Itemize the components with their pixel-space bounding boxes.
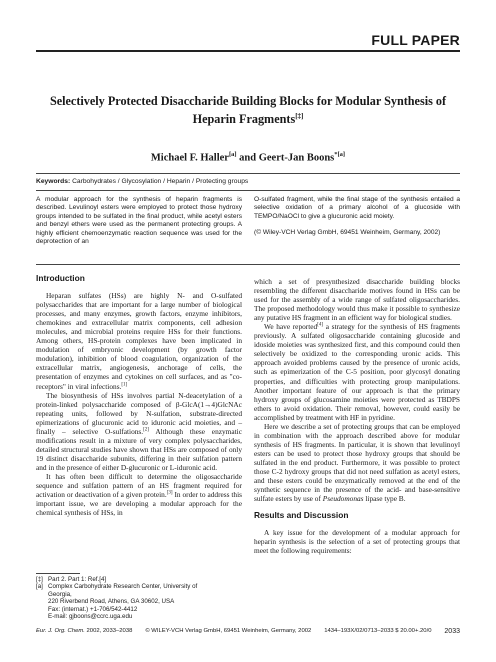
page-footer — [36, 628, 460, 635]
footnote-1-text: Part 2. Part 1: Ref.[4] — [48, 576, 107, 583]
ref-3: [3] — [166, 490, 173, 496]
address-line: 220 Riverbend Road, Athens, GA 30602, USA — [48, 598, 175, 606]
abstract-left: A modular approach for the synthesis of heparin fragments is described. Levulinoyl esters were employed to protect those hydroxy groups intended to be sulfated in the final product, while acetyl esters and benzyl ethers were used as the permanent protecting groups. A highly efficient chemoenzymatic reaction sequence was used for the deprotection of an — [36, 196, 242, 246]
footer-citation: Eur. J. Org. Chem. 2002, 2033–2038 — [36, 628, 133, 634]
keywords-rule-top — [36, 173, 460, 174]
author-1: Michael F. Haller — [150, 152, 229, 164]
footnote-2-mark: [a] — [36, 583, 43, 591]
results-paragraph-1: A key issue for the development of a modular approach for heparin synthesis is the selection of a set of protecting groups that meet the following requirements: — [254, 528, 460, 556]
keywords-line — [36, 178, 460, 185]
ref-4: [4] — [317, 322, 324, 328]
ref-1: [1] — [121, 382, 128, 388]
title-line-1: Selectively Protected Disaccharide Building Blocks for Modular Synthesis of — [49, 94, 447, 108]
paper-title — [36, 94, 460, 127]
abstract-right-text: O-sulfated fragment, while the final stage of the synthesis entailed a selective oxidation of a primary alcohol of a glucoside with TEMPO/NaOCl to give a glucuronic acid moiety. — [254, 196, 460, 220]
footnote-1 — [36, 576, 242, 583]
abstract-rule — [36, 264, 460, 265]
footer-publisher: © WILEY-VCH Verlag GmbH, 69451 Weinheim, Germany, 2002 — [145, 628, 312, 634]
author-2: Geert-Jan Boons — [258, 152, 335, 164]
right-paragraph-1: which a set of presynthesized disaccharide building blocks resembling the different disaccharide motives found in HSs can be used for the assembly of a wide range of sulfated oligosaccharides. The proposed methodology would thus make it possible to synthesize any putative HS fragment in an efficient way for biological studies. — [254, 277, 460, 323]
footnote-rule — [36, 573, 80, 574]
header-label: FULL PAPER — [365, 32, 460, 48]
right-paragraph-2: We have reported[4] a strategy for the synthesis of HS fragments previously. A sulfated oligosaccharide containing glucoside and idoside moieties was synthesized first, and this compound could then selectively be oxidized to the corresponding uronic acids. This approach avoided problems caused by the presence of uronic acids, such as epimerization of the C-5 position, poor glycosyl donating properties, and difficulties with protecting group manipulations. Another important feature of our approach is that the primary hydroxy groups of glucosamine moieties were protected as TBDPS ethers to avoid oxidation. Their removal, however, could easily be accomplished by treatment with HF in pyridine. — [254, 322, 461, 422]
introduction-heading: Introduction — [36, 273, 85, 283]
affiliation-line: Complex Carbohydrate Research Center, University of — [48, 583, 198, 591]
header-rule — [36, 50, 460, 52]
author-separator: and — [236, 152, 259, 164]
ref-2: [2] — [143, 427, 149, 433]
intro-paragraph-3: It has often been difficult to determine the oligosaccharide sequence and sulfation pattern of an HS fragment required for activation or deactivation of a given protein.[3] In order to address this important issue, we are developing a modular approach for the chemical synthesis of HSs, in — [36, 471, 243, 518]
author-1-affiliation: [a] — [228, 151, 237, 158]
results-heading: Results and Discussion — [254, 510, 349, 521]
page-number: 2033 — [444, 628, 460, 635]
author-2-affiliation: *[a] — [334, 151, 346, 158]
title-footnote-mark: [‡] — [295, 112, 304, 120]
right-column — [254, 277, 460, 555]
email-line: E-mail: gjboons@ccrc.uga.edu — [48, 613, 133, 621]
abstract-copyright: (© Wiley-VCH Verlag GmbH, 69451 Weinheim, Germany, 2002) — [254, 229, 441, 237]
footnotes — [36, 576, 242, 620]
left-column — [36, 274, 242, 517]
abstract-right — [254, 196, 460, 238]
right-paragraph-3: Here we describe a set of protecting groups that can be employed in combination with the approach described above for modular synthesis of HS fragments. In particular, it is shown that levulinoyl esters can be used to protect those hydroxy groups that should be sulfated in the end product. Furthermore, it was possible to protect those C-2 hydroxy groups that did not need sulfation as acetyl esters, and these esters could be enzymatically removed at the end of the synthetic sequence in the presence of the acid- and base-sensitive sulfate esters by use of Pseudomonas lipase type B. — [254, 421, 460, 504]
organism-name: Pseudomonas — [322, 494, 364, 504]
keywords-text: Carbohydrates / Glycosylation / Heparin / Protecting groups — [72, 178, 249, 185]
footnote-2-body — [48, 583, 197, 620]
affiliation-line: Georgia, — [48, 590, 72, 598]
title-line-2: Heparin Fragments[‡] — [192, 112, 304, 127]
footer-issn: 1434–193X/02/0713–2033 $ 20.00+.20/0 — [324, 628, 432, 634]
author-list — [36, 151, 460, 164]
running-header — [36, 30, 460, 54]
keywords-label: Keywords: — [36, 178, 71, 185]
fax-line: Fax: (internat.) +1-706/542-4412 — [48, 605, 138, 613]
intro-paragraph-2: The biosynthesis of HSs involves partial N-deacetylation of a protein-linked polysaccharide composed of β-GlcA(1→4)GlcNAc repeating units, followed by N-sulfation, substrate-directed epimerizations of glucuronic acid to iduronic acid moieties, and – finally – selective O-sulfations.[2] Although these enzymatic modifications result in a mixture of very complex polysaccharides, detailed structural studies have shown that HSs are composed of only 19 distinct disaccharide subunits, differing in their sulfation pattern and in the presence of either D-glucuronic or L-iduronic acid. — [36, 390, 242, 472]
footnote-2 — [36, 583, 242, 620]
keywords-rule-bottom — [36, 190, 460, 191]
footnote-1-mark: [‡] — [36, 576, 43, 583]
intro-paragraph-1: Heparan sulfates (HSs) are highly N- and O-sulfated polysaccharides that are important for a large number of biological processes, and many enzymes, growth factors, enzyme inhibitors, chemokines and extracellular matrix components, cell adhesion molecules, and microbial proteins require HSs for their functions. Among others, HS-protein complexes have been implicated in modulation of embryonic development (by growth factor modulation), inhibition of blood coagulation, organization of the extracellular matrix, angiogenesis, anchorage of cells, the presentation of enzymes and cytokines on cell surfaces, and as "co-receptors" in viral infections.[1] — [36, 291, 242, 391]
